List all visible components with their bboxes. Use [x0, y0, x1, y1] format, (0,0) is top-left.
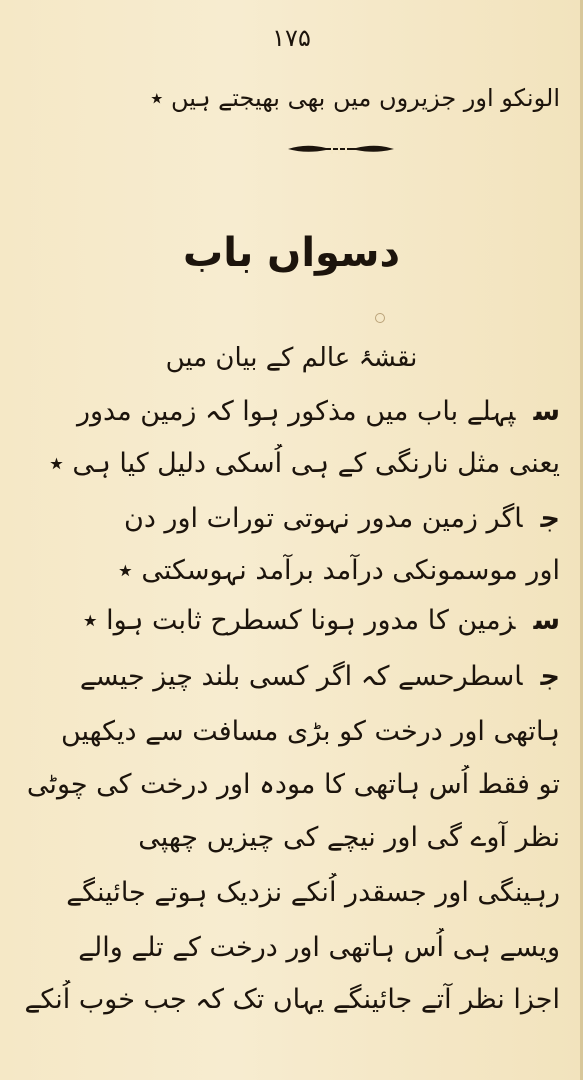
line-text: زمین کا مدور ہونا کسطرح ثابت ہوا ٭	[82, 605, 516, 636]
question-label: س	[533, 605, 560, 636]
line-text: اسطرحسے کہ اگر کسی بلند چیز جیسے	[79, 661, 523, 692]
line-text: پہلے باب میں مذکور ہوا کہ زمین مدور	[76, 396, 516, 427]
text-line	[17, 601, 560, 641]
chapter-title: دسواں باب	[183, 230, 400, 276]
text-line	[17, 392, 560, 432]
text-line	[17, 712, 560, 752]
page-number: ۱۷۵	[272, 24, 311, 52]
line-text: یعنی مثل نارنگی کے ہی اُسکی دلیل کیا ہی ٭	[49, 448, 560, 479]
answer-label: ج	[540, 661, 560, 692]
text-line	[17, 980, 560, 1020]
text-line	[17, 499, 560, 539]
continuation-line: الونکو اور جزیروں میں بھی بھیجتے ہیں ٭	[150, 84, 560, 112]
text-line	[17, 873, 560, 913]
text-line	[17, 818, 560, 858]
text-line	[17, 657, 560, 697]
line-text: ہاتھی اور درخت کو بڑی مسافت سے دیکھیں	[60, 716, 560, 747]
line-text: اور موسمونکی درآمد برآمد نہوسکتی ٭	[118, 555, 560, 586]
question-label: س	[533, 396, 560, 427]
ornament-divider	[286, 140, 396, 158]
line-text: اگر زمین مدور نہوتی تورات اور دن	[123, 503, 523, 534]
line-text: رہینگی اور جسقدر اُنکے نزدیک ہوتے جائینگے	[66, 877, 560, 908]
line-text: نظر آوے گی اور نیچے کی چیزیں چھپی	[138, 822, 560, 853]
text-line	[17, 444, 560, 484]
text-line	[17, 551, 560, 591]
line-text: ویسے ہی اُس ہاتھی اور درخت کے تلے والے	[78, 932, 560, 963]
line-text: تو فقط اُس ہاتھی کا مودہ اور درخت کی چوٹی	[26, 769, 560, 800]
text-line	[17, 928, 560, 968]
answer-label: ج	[540, 503, 560, 534]
text-line	[17, 765, 560, 805]
chapter-subheading: نقشۂ عالم کے بیان میں	[165, 343, 418, 373]
ink-speck	[375, 313, 385, 323]
line-text: اجزا نظر آتے جائینگے یہاں تک کہ جب خوب اُنکے	[24, 984, 560, 1015]
